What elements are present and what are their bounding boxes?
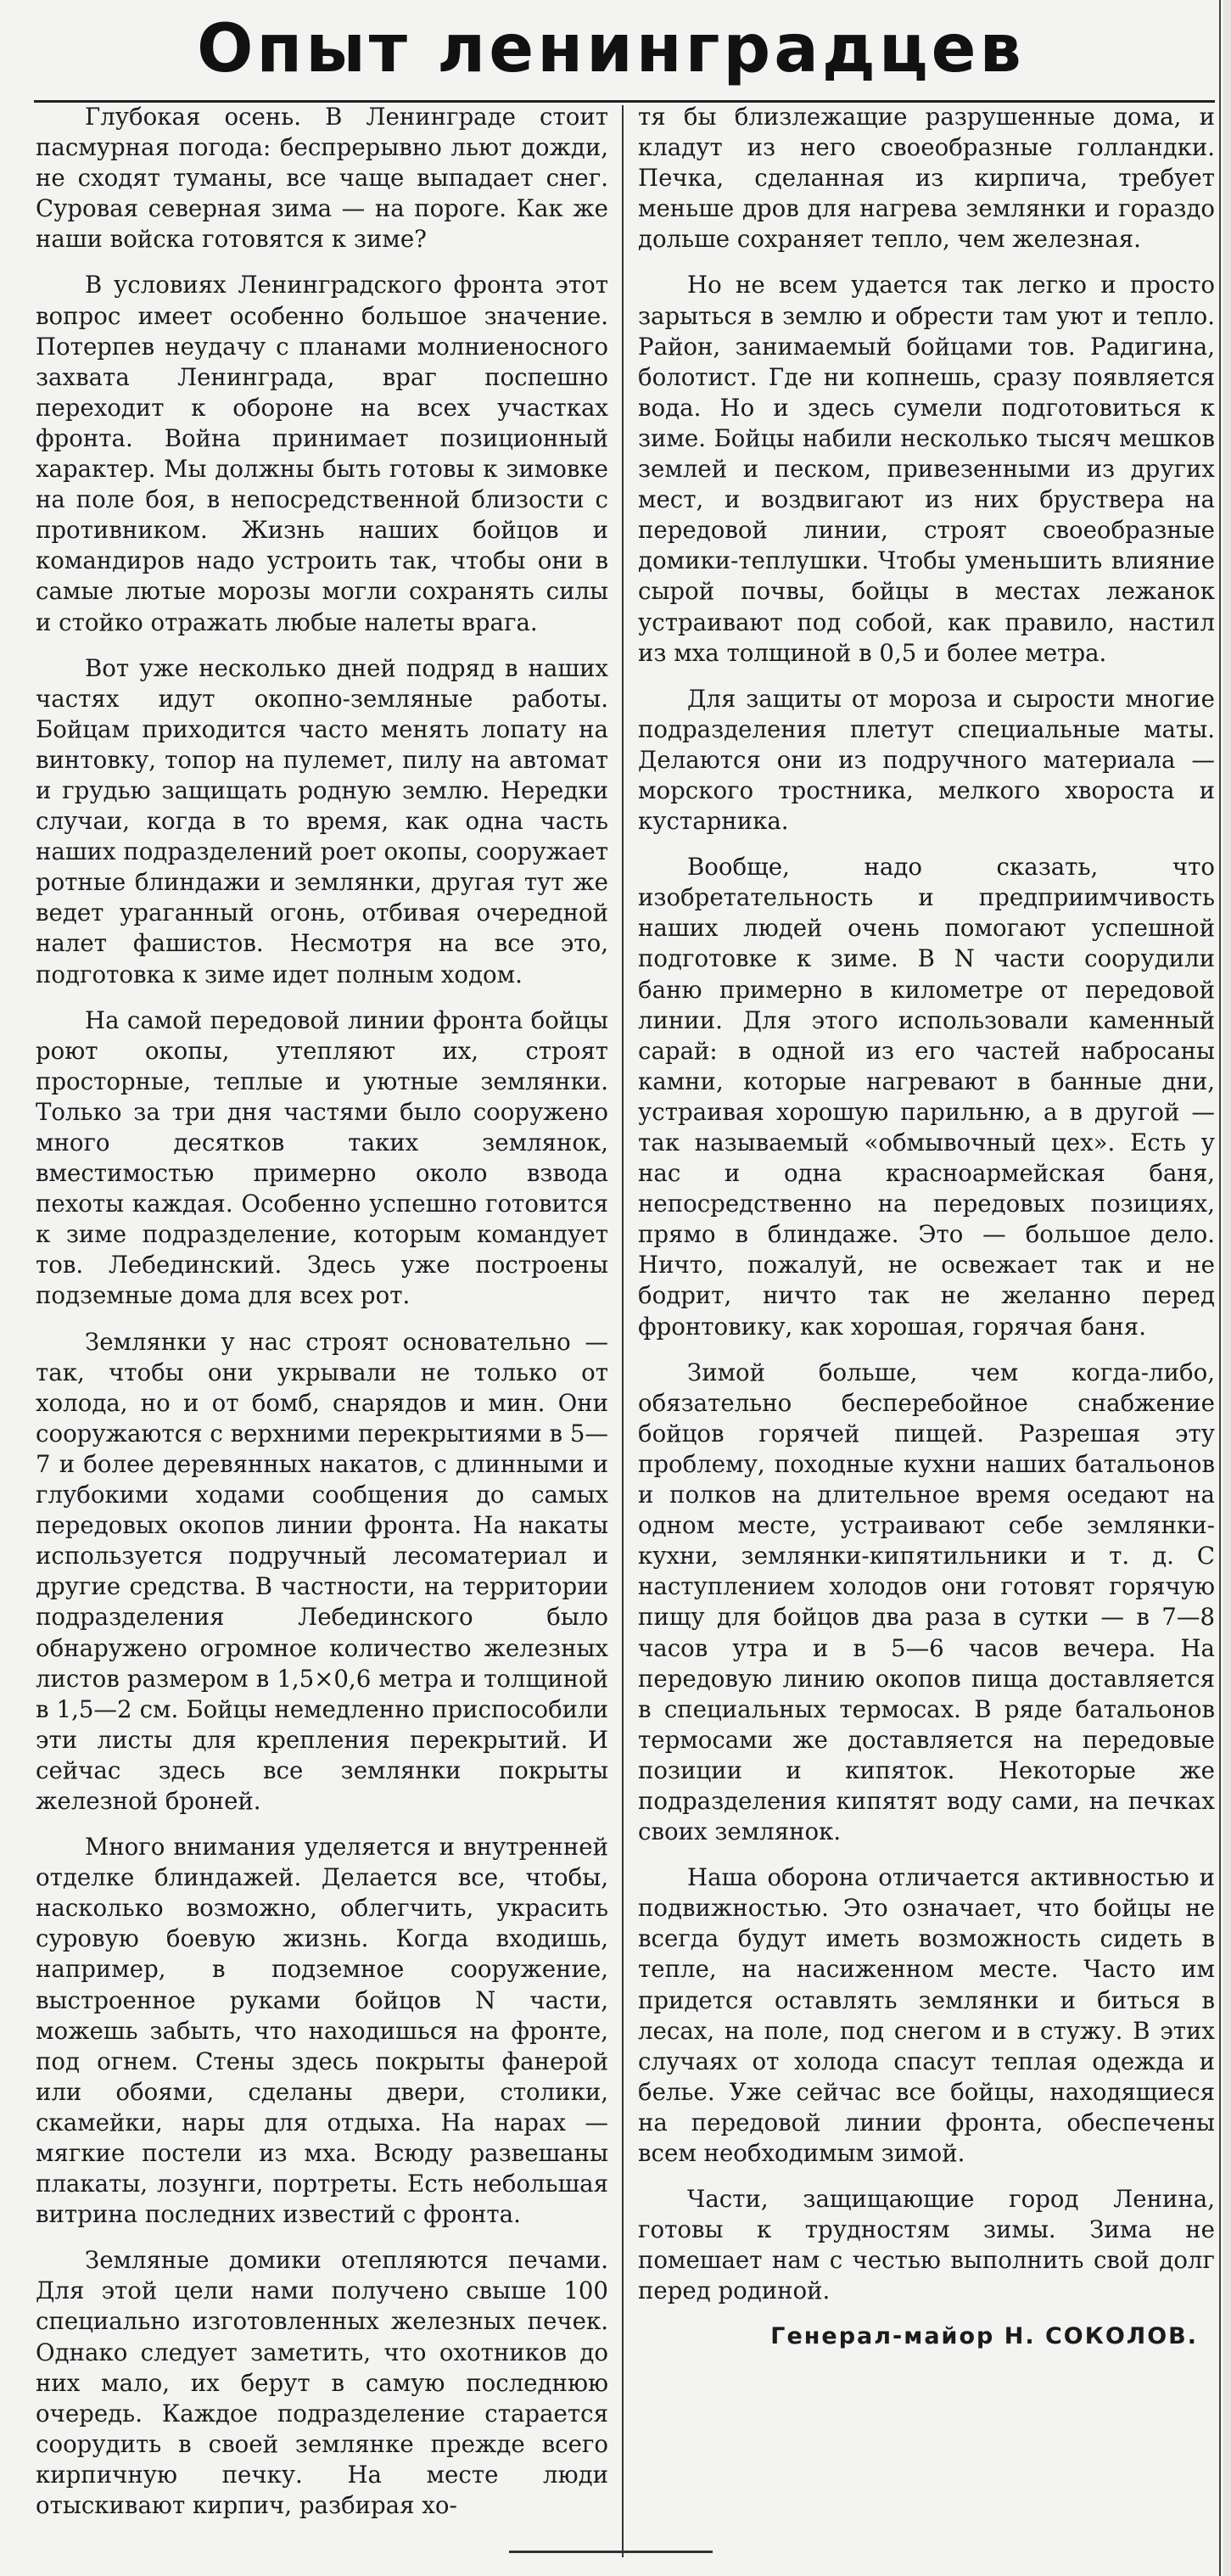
page-edge-rule: [1219, 0, 1221, 2576]
article-paragraph: Для защиты от мороза и сырости многие подразделения плетут специальные маты. Делаются они из подручного материала — морского тростника, мелкого хвороста и кустарника.: [638, 684, 1215, 836]
article-paragraph: тя бы близлежащие разрушенные дома, и кладут из него своеобразные голландки. Печка, сделанная из кирпича, требует меньше дров для нагрева землянки и гораздо дольше сохраняет тепло, чем железная.: [638, 103, 1215, 254]
adjacent-column-edge: [1223, 0, 1231, 2576]
article-paragraph: Вообще, надо сказать, что изобретательность и предприимчивость наших людей очень помогают успешной подготовке к зиме. В N части соорудили баню примерно в километре от передовой линии. Для этого использовали каменный сарай: в одной из его частей набросаны камни, которые нагревают в банные дни, устраивая хорошую парильню, а в другой — так называемый «обмывочный цех». Есть у нас и одна красноармейская баня, непосредственно на передовых позициях, прямо в блиндаже. Это — большое дело. Ничто, пожалуй, не освежает так и не бодрит, ничто так не желанно перед фронтовику, как хорошая, горячая баня.: [638, 853, 1215, 1341]
article-paragraph: Вот уже несколько дней подряд в наших частях идут окопно-земляные работы. Бойцам приходится часто менять лопату на винтовку, топор на пулемет, пилу на автомат и грудью защищать родную землю. Нередки случаи, когда в то время, как одна часть наших подразделений роет окопы, сооружает ротные блиндажи и землянки, другая тут же ведет ураганный огонь, отбивая очередной налет фашистов. Несмотря на все это, подготовка к зиме идет полным ходом.: [36, 653, 608, 988]
article-paragraph: Глубокая осень. В Ленинграде стоит пасмурная погода: беспрерывно льют дожди, не сходят туманы, все чаще выпадает снег. Суровая северная зима — на пороге. Как же наши войска готовятся к зиме?: [36, 103, 608, 254]
article-paragraph: Зимой больше, чем когда-либо, обязательно бесперебойное снабжение бойцов горячей пищей. Разрешая эту проблему, походные кухни наших батальонов и полков на длительное время оседают на одном месте, устраивают себе землянки-кухни, землянки-кипятильники и т. д. С наступлением холодов они готовят горячую пищу для бойцов два раза в сутки — в 7—8 часов утра и в 5—6 часов вечера. На передовую линию окопов пища доставляется в специальных термосах. В ряде батальонов термосами же доставляется на передовые позиции и кипяток. Некоторые же подразделения кипятят воду сами, на печках своих землянок.: [638, 1358, 1215, 1846]
article-column-left: [36, 102, 608, 2536]
article-paragraph: Части, защищающие город Ленина, готовы к трудностям зимы. Зима не помешает нам с честью выполнить свой долг перед родиной.: [638, 2185, 1215, 2305]
column-divider: [622, 105, 624, 2557]
article-column-right: [638, 102, 1215, 2368]
article-paragraph: Много внимания уделяется и внутренней отделке блиндажей. Делается все, чтобы, насколько возможно, облегчить, украсить суровую боевую жизнь. Когда входишь, например, в подземное сооружение, выстроенное руками бойцов N части, можешь забыть, что находишься на фронте, под огнем. Стены здесь покрыты фанерой или обоями, сделаны двери, столики, скамейки, нары для отдыха. На нарах — мягкие постели из мха. Всюду развешаны плакаты, лозунги, портреты. Есть небольшая витрина последних известий с фронта.: [36, 1833, 608, 2229]
article-end-rule: [509, 2551, 713, 2553]
author-signature: Генерал-майор Н. СОКОЛОВ.: [770, 2323, 1198, 2350]
article-paragraph: Наша оборона отличается активностью и подвижностью. Это означает, что бойцы не всегда будут иметь возможность сидеть в тепле, на насиженном месте. Часто им придется оставлять землянки и биться в лесах, на поле, под снегом и в стужу. В этих случаях от холода спасут теплая одежда и белье. Уже сейчас все бойцы, находящиеся на передовой линии фронта, обеспечены всем необходимым зимой.: [638, 1863, 1215, 2167]
article-paragraph: Земляные домики отепляются печами. Для этой цели нами получено свыше 100 специально изготовленных железных печек. Однако следует заметить, что охотников до них мало, их берут в самую последнюю очередь. Каждое подразделение старается соорудить в своей землянке прежде всего кирпичную печку. На месте люди отыскивают кирпич, разбирая хо-: [36, 2246, 608, 2520]
article-paragraph: Землянки у нас строят основательно — так, чтобы они укрывали не только от холода, но и от бомб, снарядов и мин. Они сооружаются с верхними перекрытиями в 5—7 и более деревянных накатов, с длинными и глубокими ходами сообщения до самых передовых окопов линии фронта. На накаты используется подручный лесоматериал и другие средства. В частности, на территории подразделения Лебединского было обнаружено огромное количество железных листов размером в 1,5×0,6 метра и толщиной в 1,5—2 см. Бойцы немедленно приспособили эти листы для крепления перекрытий. И сейчас здесь все землянки покрыты железной броней.: [36, 1327, 608, 1815]
article-paragraph: На самой передовой линии фронта бойцы роют окопы, утепляют их, строят просторные, теплые и уютные землянки. Только за три дня частями было сооружено много десятков таких землянок, вместимостью примерно около взвода пехоты каждая. Особенно успешно готовится к зиме подразделение, которым командует тов. Лебединский. Здесь уже построены подземные дома для всех рот.: [36, 1005, 608, 1310]
article-paragraph: В условиях Ленинградского фронта этот вопрос имеет особенно большое значение. Потерпев неудачу с планами молниеносного захвата Ленинграда, враг поспешно переходит к обороне на всех участках фронта. Война принимает позиционный характер. Мы должны быть готовы к зимовке на поле боя, в непосредственной близости с противником. Жизнь наших бойцов и командиров надо устроить так, чтобы они в самые лютые морозы могли сохранять силы и стойко отражать любые налеты врага.: [36, 271, 608, 636]
article-paragraph: Но не всем удается так легко и просто зарыться в землю и обрести там уют и тепло. Район, занимаемый бойцами тов. Радигина, болотист. Где ни копнешь, сразу появляется вода. Но и здесь сумели подготовиться к зиме. Бойцы набили несколько тысяч мешков землей и песком, привезенными из других мест, и воздвигают из них бруствера на передовой линии, строят своеобразные домики-теплушки. Чтобы уменьшить влияние сырой почвы, бойцы в местах лежанок устраивают под собой, как правило, настил из мха толщиной в 0,5 и более метра.: [638, 271, 1215, 667]
article-headline: Опыт ленинградцев: [197, 11, 1025, 87]
